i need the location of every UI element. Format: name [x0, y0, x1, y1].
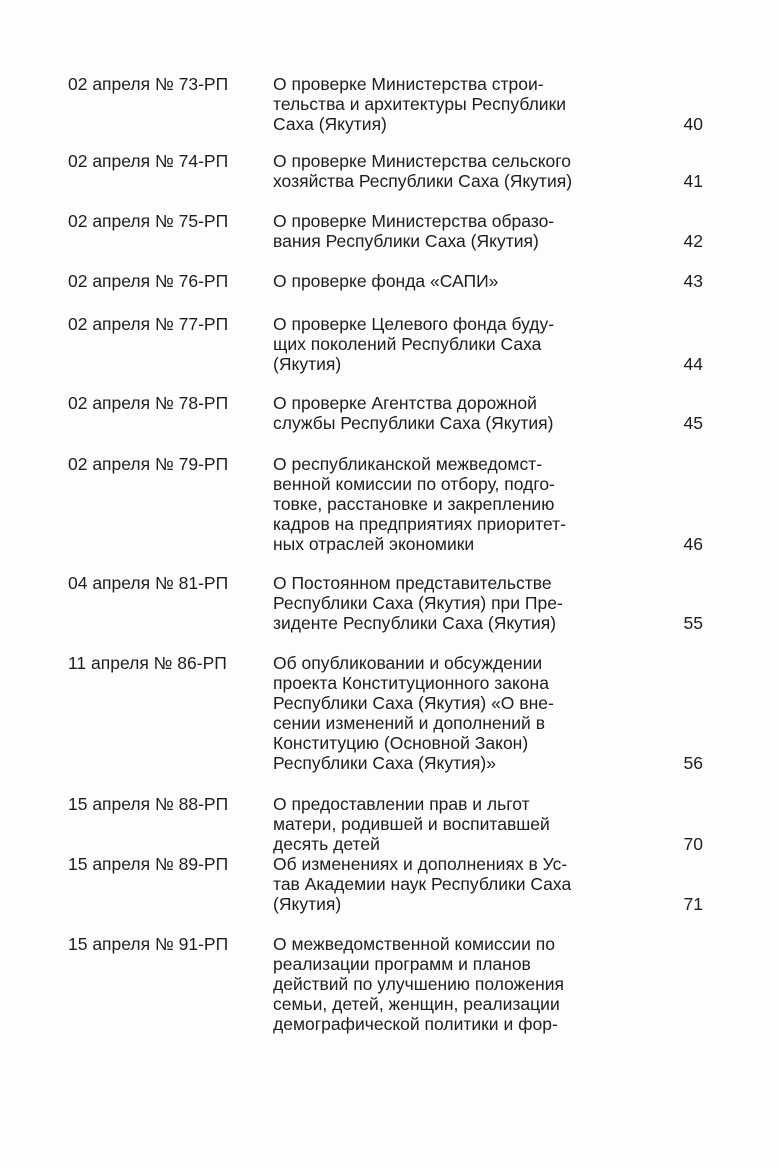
entry-title	[273, 653, 554, 773]
entry-title-line: матери, родившей и воспитавшей	[273, 814, 550, 834]
entry-title-line: кадров на предприятиях приоритет-	[273, 514, 567, 534]
entry-title	[273, 854, 571, 914]
entry-title-line: хозяйства Республики Саха (Якутия)	[273, 171, 573, 191]
entry-title-line: О проверке Министерства сельского	[273, 151, 572, 171]
entry-title-line: щих поколений Республики Саха	[273, 334, 542, 354]
entry-title-line: (Якутия)	[273, 894, 342, 914]
entry-title-line: О проверке Агентства дорожной	[273, 393, 537, 413]
entry-title-line: службы Республики Саха (Якутия)	[273, 413, 554, 433]
entry-title-line: О Постоянном представительстве	[273, 573, 552, 593]
entry-title-line: семьи, детей, женщин, реализации	[273, 994, 560, 1014]
entry-page-number: 44	[683, 354, 703, 374]
entry-date-number: 02 апреля № 76-РП	[68, 271, 229, 291]
entry-date-number: 11 апреля № 86-РП	[68, 653, 227, 673]
entry-title-line: Об изменениях и дополнениях в Ус-	[273, 854, 568, 874]
entry-date-number: 02 апреля № 78-РП	[68, 393, 229, 413]
entry-title	[273, 211, 554, 251]
entry-title-line: Саха (Якутия)	[273, 114, 387, 134]
entry-title-line: проекта Конституционного закона	[273, 673, 549, 693]
entry-date-number: 15 апреля № 88-РП	[68, 794, 229, 814]
entry-title	[273, 151, 572, 191]
entry-title-line: О проверке Министерства строи-	[273, 74, 544, 94]
entry-title-line: О проверке фонда «САПИ»	[273, 271, 499, 291]
entry-page-number: 41	[683, 171, 703, 191]
entry-title-line: реализации программ и планов	[273, 954, 531, 974]
entry-date-number: 15 апреля № 89-РП	[68, 854, 229, 874]
entry-title-line: О республиканской межведомст-	[273, 454, 543, 474]
entry-title	[273, 454, 566, 554]
entry-date-number: 02 апреля № 77-РП	[68, 314, 229, 334]
entry-title-line: Об опубликовании и обсуждении	[273, 653, 543, 673]
entry-title-line: О предоставлении прав и льгот	[273, 794, 530, 814]
entry-title-line: О проверке Целевого фонда буду-	[273, 314, 555, 334]
entry-date-number: 02 апреля № 75-РП	[68, 211, 229, 231]
entry-page-number: 56	[683, 753, 703, 773]
entry-page-number: 42	[683, 231, 703, 251]
entry-title	[273, 314, 554, 374]
entry-date-number: 15 апреля № 91-РП	[68, 934, 229, 954]
entry-page-number: 71	[683, 894, 703, 914]
entry-page-number: 43	[683, 271, 703, 291]
entry-page-number: 55	[683, 613, 703, 633]
entry-title-line: зиденте Республики Саха (Якутия)	[273, 613, 557, 633]
entry-title-line: демографической политики и фор-	[273, 1014, 558, 1034]
entry-page-number: 45	[683, 413, 703, 433]
entry-title	[273, 74, 566, 134]
entry-title-line: товке, расстановке и закреплению	[273, 494, 555, 514]
entry-date-number: 02 апреля № 74-РП	[68, 151, 229, 171]
entry-title	[273, 934, 564, 1034]
entry-title-line: О межведомственной комиссии по	[273, 934, 555, 954]
entry-title-line: действий по улучшению положения	[273, 974, 565, 994]
entry-title	[273, 271, 498, 291]
entry-page-number: 70	[683, 834, 703, 854]
entry-title-line: вания Республики Саха (Якутия)	[273, 231, 539, 251]
entry-date-number: 02 апреля № 79-РП	[68, 454, 229, 474]
entry-title	[273, 794, 550, 854]
entry-title-line: Республики Саха (Якутия) при Пре-	[273, 593, 563, 613]
entry-title-line: О проверке Министерства образо-	[273, 211, 555, 231]
entry-title-line: венной комиссии по отбору, подго-	[273, 474, 555, 494]
entry-title-line: сении изменений и дополнений в	[273, 713, 545, 733]
entry-page-number: 46	[683, 534, 703, 554]
entry-title-line: Конституцию (Основной Закон)	[273, 733, 529, 753]
entry-date-number: 02 апреля № 73-РП	[68, 74, 229, 94]
entry-title-line: тельства и архитектуры Республики	[273, 94, 566, 114]
entry-date-number: 04 апреля № 81-РП	[68, 573, 229, 593]
entry-title-line: десять детей	[273, 834, 380, 854]
entry-page-number: 40	[683, 114, 703, 134]
entry-title	[273, 393, 553, 433]
entry-title-line: Республики Саха (Якутия)»	[273, 753, 496, 773]
entry-title	[273, 573, 563, 633]
entry-title-line: тав Академии наук Республики Саха	[273, 874, 572, 894]
entry-title-line: Республики Саха (Якутия) «О вне-	[273, 693, 554, 713]
entry-title-line: ных отраслей экономики	[273, 534, 475, 554]
entry-title-line: (Якутия)	[273, 354, 342, 374]
